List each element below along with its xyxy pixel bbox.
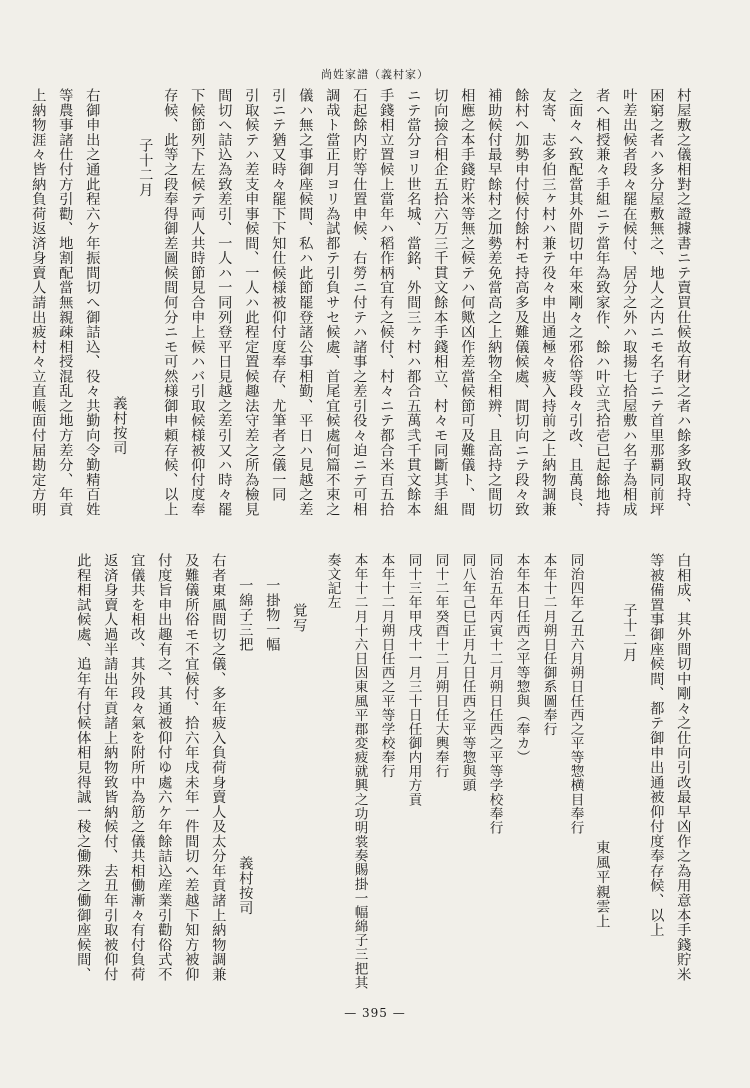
record-3: 本年本日任西之平等惣與（奉カ）	[513, 553, 530, 765]
upper-line-9: 相應之本手錢貯米等無之候テハ何歟凶作差當候節可及難儀ト、間	[459, 88, 476, 517]
upper-line-21: 右御申出之通此程六ケ年振間切へ御詰込、役々共勤向令勤精百姓	[84, 88, 101, 517]
upper-line-10: 切向撿合相企五拾六万三千貫文餘本手錢相立、村々モ同斷其手組	[432, 88, 449, 517]
record-9: 本年十二月十六日因東風平郡変疲就興之功明裳奏賜掛一幅綿子三把其	[351, 553, 368, 990]
record-7: 同十三年甲戌十一月三十日任御内用方貢	[405, 553, 422, 807]
upper-line-11: ニテ當分ヨリ世名城、當銘、外間三ヶ村ハ都合五萬弐千貫文餘本	[405, 88, 422, 517]
page-number: — 395 —	[344, 1006, 406, 1020]
upper-line-15: 儀ハ無之事御座候間、私ハ此節罷登諸公事相勤、平日ハ見越之差	[297, 88, 314, 517]
running-head: 尚姓家譜（義村家）	[321, 68, 429, 81]
final-line-5: 返済身賣人過半請出年貢諸上納物致皆納候付、去丑年引取被仰付	[102, 553, 119, 982]
upper-line-18: 間切へ詰込為致差引、一人ハ一同列登平日見越之差引又ハ時々罷	[216, 88, 233, 517]
memo-item-2: 一綿子三把	[237, 578, 254, 652]
record-6: 同十二年癸酉十二月朔日任大輿奉行	[432, 553, 449, 779]
upper-line-3: 叶差出候者段々罷在候付、居分之外ハ取揚七拾屋敷ハ名子為相成	[621, 88, 638, 517]
date-2: 子十二月	[621, 603, 638, 663]
upper-line-1: 村屋敷之儀相對之證據書ニテ賣買仕候故有財之者ハ餘多致取持、	[675, 88, 692, 517]
upper-line-4: 者へ相授兼々手組ニテ當年為致家作、餘ハ叶立弐拾壱已起餘地持	[594, 88, 611, 517]
upper-line-13: 石起餘内貯等仕置申候、右勞ニ付テハ諸事之差引役々迫ニテ可相	[351, 88, 368, 517]
upper-line-7: 餘村へ加勢申付候付餘村モ持高多及難儀候處、間切向ニテ段々致	[513, 88, 530, 517]
lower-line-2: 等被備置事御座候間、都テ御申出通被仰付度奉存候、以上	[648, 553, 665, 938]
final-line-6: 此程相試候處、追年有付候体相見得誠一稜之働殊之働御座候間、	[75, 553, 92, 982]
final-line-1: 右者東風間切之儀、多年疲入負荷身賣人及太分年貢諸上納物調兼	[210, 553, 227, 982]
record-8: 本年十二月朔日任西之平等学校奉行	[378, 553, 395, 779]
upper-line-22: 等農事諸仕付方引勸、地割配當無親疎相授混乱之地方差分、年貢	[57, 88, 74, 517]
upper-line-2: 困窮之者ハ多分屋敷無之、地人之内ニモ名子ニテ首里那覇同前坪	[648, 88, 665, 517]
record-4: 同治五年丙寅十二月朔日任西之平等学校奉行	[486, 553, 503, 835]
upper-line-23: 上納物涯々皆納負荷返済身賣人請出疲村々立直帳面付届勘定方明	[30, 88, 47, 517]
memo-item-1: 一掛物一幅	[264, 578, 281, 652]
upper-line-5: 之面々へ致配當其外間切中年來剛々之邪俗等段々引改、且萬良、	[567, 88, 584, 517]
signer-2: 東風平親雲上	[594, 840, 611, 929]
upper-line-17: 引取候テハ差支申事候間、一人ハ此程定置候趣法守差之所為檢見	[243, 88, 260, 517]
memo-title: 覚写	[291, 603, 308, 633]
record-5: 同八年己巳正月九日任西之平等惣與頭	[459, 553, 476, 793]
signer-1: 義村按司	[111, 396, 128, 456]
record-10: 奏文記左	[324, 553, 341, 610]
upper-line-16: 引ニテ猶又時々罷下下知仕候様被仰付度奉存、尤筆者之儀一同	[270, 88, 287, 502]
upper-line-19: 下候節列下左候テ両人共時節見合申上候ハバ引取候様被仰付度奉	[189, 88, 206, 517]
upper-line-14: 調哉ト當正月ヨリ為試都テ引負サセ候處、首尾宜候處何篇不束之	[324, 88, 341, 517]
record-2: 本年十二月朔日任御系圖奉行	[540, 553, 557, 737]
final-line-4: 宜儀共を相改、其外段々氣を附所中為筋之儀共相働漸々有付負荷	[129, 553, 146, 982]
final-line-2: 及難儀所俗モ不宜候付、拾六年戌未年一件間切へ差越下知方被仰	[183, 553, 200, 982]
upper-line-12: 手錢相立置候上當年ハ稻作柄宜有之候付、村々ニテ都合米百五拾	[378, 88, 395, 517]
upper-line-20: 存候、此等之段奉得御差圖候間何分ニモ可然様御申頼存候、以上	[162, 88, 179, 517]
upper-line-6: 友寄、志多伯三ヶ村ハ兼テ役々申出通極々疲入持前之上納物調兼	[540, 88, 557, 517]
upper-line-8: 補助候付最早餘村之加勢差免當高之上納物全相辨、且高持之間切	[486, 88, 503, 517]
final-line-3: 付度旨申出趣有之、其通被仰付ゆ處六ケ年餘詰込産業引勸俗式不	[156, 553, 173, 982]
lower-line-1: 白相成、其外間切中剛々之仕向引改最早凶作之為用意本手錢貯米	[675, 553, 692, 982]
record-1: 同治四年乙丑六月朔日任西之平等惣横目奉行	[567, 553, 584, 835]
signer-3: 義村按司	[237, 856, 254, 916]
date-1: 子十二月	[137, 138, 154, 198]
